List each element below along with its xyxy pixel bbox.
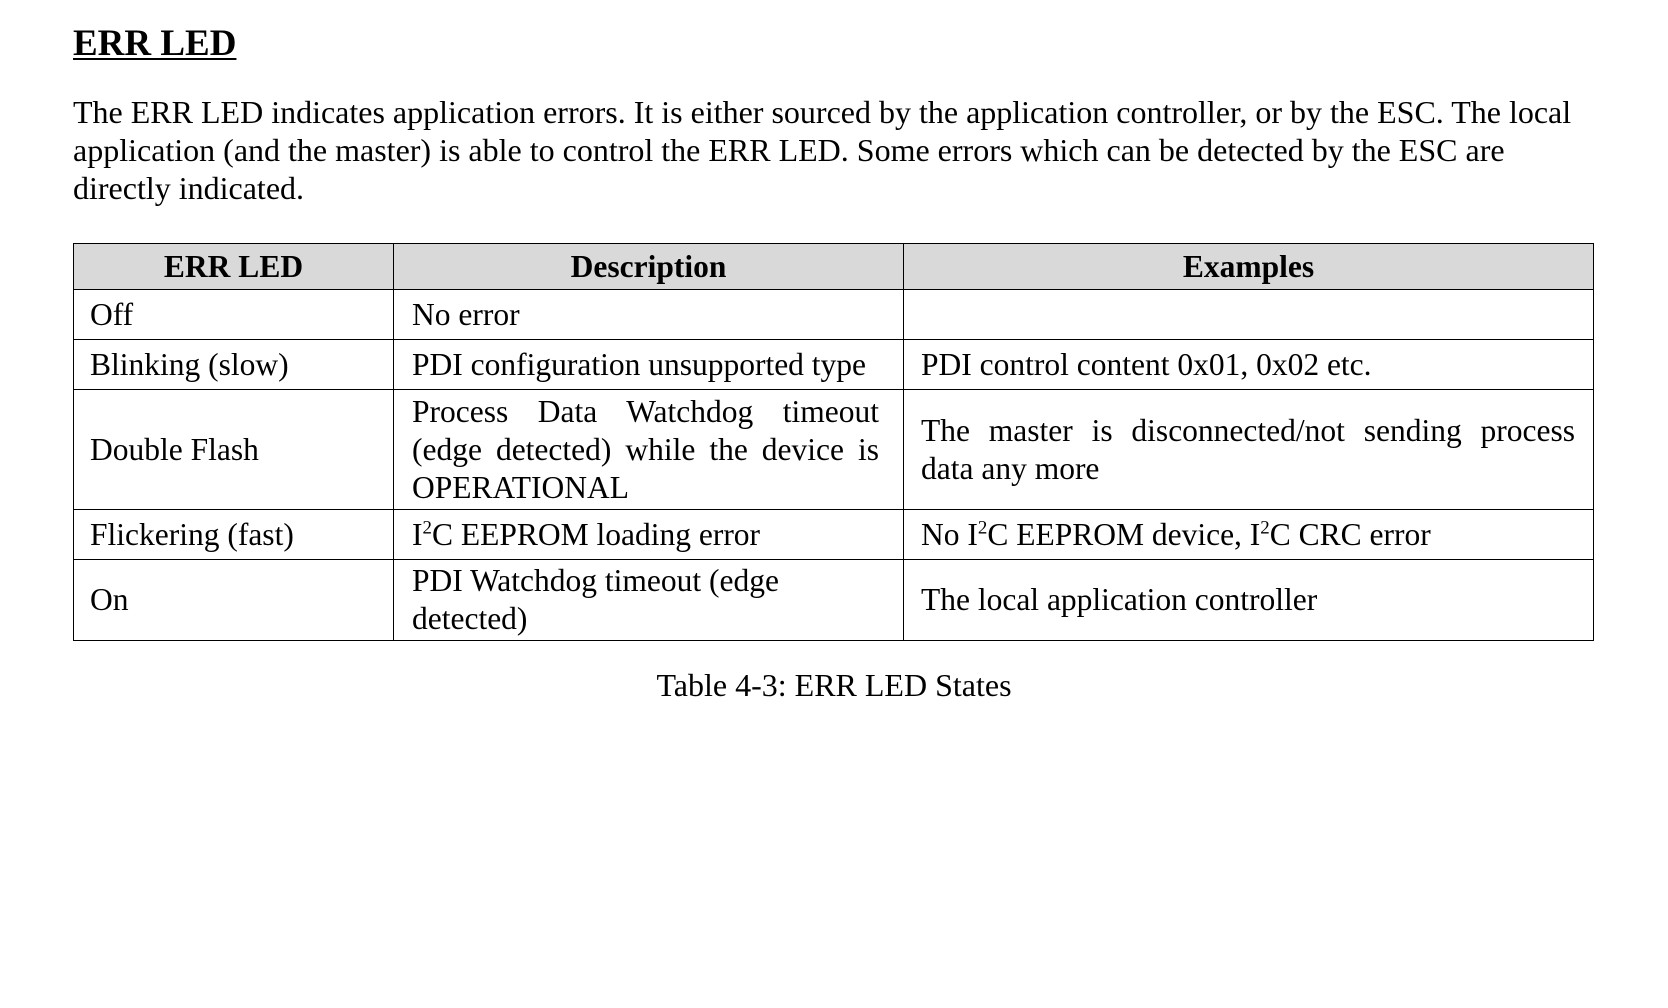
example-text: C EEPROM device, I xyxy=(987,516,1261,552)
example-cell: The local application controller xyxy=(904,560,1594,641)
section-heading: ERR LED xyxy=(73,23,237,64)
table-header-row xyxy=(74,244,1594,290)
header-description: Description xyxy=(394,244,904,290)
table-row xyxy=(74,340,1594,390)
state-cell: Blinking (slow) xyxy=(74,340,394,390)
example-text: C CRC error xyxy=(1269,516,1431,552)
example-cell xyxy=(904,510,1594,560)
table-row xyxy=(74,510,1594,560)
description-cell xyxy=(394,510,904,560)
description-text: C EEPROM loading error xyxy=(431,516,761,552)
state-cell: On xyxy=(74,560,394,641)
example-cell: The master is disconnected/not sending process data any more xyxy=(904,390,1594,510)
example-cell xyxy=(904,290,1594,340)
table-row xyxy=(74,390,1594,510)
table-caption: Table 4-3: ERR LED States xyxy=(656,667,1012,703)
err-led-table xyxy=(73,243,1594,641)
description-text: I xyxy=(412,516,423,552)
state-cell: Double Flash xyxy=(74,390,394,510)
state-cell: Off xyxy=(74,290,394,340)
header-err-led: ERR LED xyxy=(74,244,394,290)
description-cell: PDI configuration unsupported type xyxy=(394,340,904,390)
state-cell: Flickering (fast) xyxy=(74,510,394,560)
example-text: No I xyxy=(921,516,978,552)
description-cell: No error xyxy=(394,290,904,340)
description-cell: Process Data Watchdog timeout (edge detected) while the device is OPERATIONAL xyxy=(394,390,904,510)
superscript: 2 xyxy=(977,517,988,538)
example-cell: PDI control content 0x01, 0x02 etc. xyxy=(904,340,1594,390)
table-row xyxy=(74,560,1594,641)
intro-paragraph: The ERR LED indicates application errors. It is either sourced by the application controller, or by the ESC. The local application (and the master) is able to control the ERR LED. Some errors which can be detected by the ESC are directly indicated. xyxy=(73,94,1572,206)
superscript: 2 xyxy=(422,517,432,538)
description-cell: PDI Watchdog timeout (edge detected) xyxy=(394,560,904,641)
superscript: 2 xyxy=(1260,517,1270,538)
table-row xyxy=(74,290,1594,340)
header-examples: Examples xyxy=(904,244,1594,290)
